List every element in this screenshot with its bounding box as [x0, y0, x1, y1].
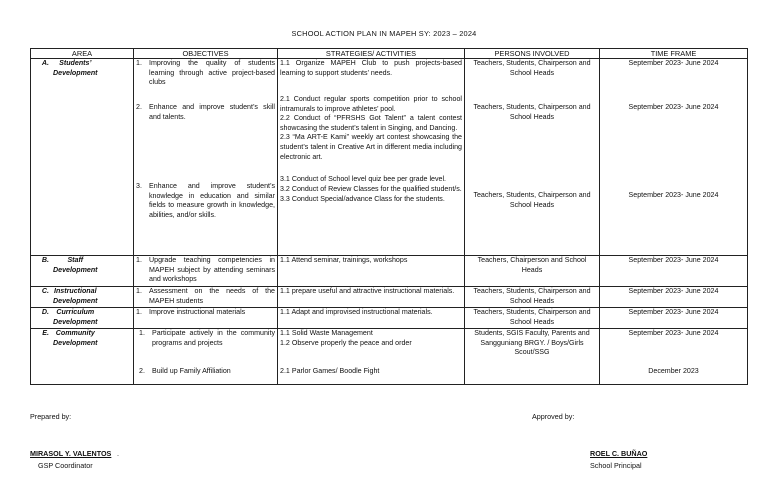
activities-cell: [278, 59, 465, 256]
area-cell: [31, 59, 134, 256]
time-frame-cell: [600, 59, 748, 256]
time-frame-text: September 2023- June 2024: [628, 329, 719, 337]
persons-text: Teachers, Students, Chairperson and School Heads: [473, 103, 591, 121]
objectives-cell: [134, 59, 278, 256]
area-name: Development: [53, 68, 98, 77]
persons-cell: Students, SGIS Faculty, Parents and Sangguniang BRGY. / Boys/Girls Scout/SSG: [465, 329, 600, 385]
area-letter: E.: [42, 329, 49, 337]
header-time-frame: TIME FRAME: [600, 49, 748, 59]
objectives-cell: [134, 256, 278, 287]
area-letter: C.: [41, 287, 49, 295]
area-name: Development: [53, 317, 98, 326]
area-name: Development: [53, 265, 98, 274]
time-frame-text: December 2023: [648, 367, 699, 375]
area-name: Instructional: [53, 287, 97, 295]
objective-item: 3. Enhance and improve student’s knowledge in education and similar fields to measure growth in knowledge, abilities, and/or skills.: [136, 182, 275, 219]
activity-item: 3.1 Conduct of School level quiz bee per grade level.: [280, 175, 447, 184]
prepared-by-label: Prepared by:: [30, 412, 72, 421]
preparer-role: GSP Coordinator: [38, 461, 93, 470]
area-name: Students’: [59, 59, 92, 67]
area-letter: A.: [41, 59, 49, 67]
area-name: Curriculum: [56, 308, 95, 316]
activity-item: 1.1 prepare useful and attractive instructional materials.: [280, 287, 455, 295]
header-strategies: STRATEGIES/ ACTIVITIES: [278, 49, 465, 59]
area-cell: [31, 308, 134, 329]
objectives-cell: [134, 329, 278, 385]
activity-item: 3.2 Conduct of Review Classes for the qualified student/s.: [280, 184, 462, 193]
persons-cell: [465, 59, 600, 256]
approved-by-label: Approved by:: [532, 412, 575, 421]
area-name: Development: [53, 338, 98, 347]
persons-text: Teachers, Students, Chairperson and School Heads: [473, 191, 591, 209]
objective-item: 1. Assessment on the needs of the MAPEH students: [136, 287, 275, 305]
area-cell: [31, 256, 134, 287]
area-name: Staff: [67, 256, 84, 264]
approver-role: School Principal: [590, 461, 642, 470]
area-cell: [31, 287, 134, 308]
header-objectives: OBJECTIVES: [134, 49, 278, 59]
area-name: Community: [55, 329, 95, 337]
preparer-name: MIRASOL Y. VALENTOS: [30, 449, 112, 458]
activities-cell: [278, 329, 465, 385]
time-frame-text: September 2023- June 2024: [628, 191, 719, 199]
persons-cell: Teachers, Students, Chairperson and School Heads: [465, 287, 600, 308]
activities-cell: [278, 308, 465, 329]
objective-item: 1. Improving the quality of students learning through active project-based clubs: [136, 59, 275, 87]
table-row: [31, 308, 748, 329]
activity-item: 2.1 Conduct regular sports competition prior to school intramurals to improve athletes’ pool.: [280, 95, 462, 113]
time-frame-cell: September 2023- June 2024: [600, 308, 748, 329]
header-persons: PERSONS INVOLVED: [465, 49, 600, 59]
preparer-dot: .: [117, 449, 119, 458]
activity-item: 2.1 Parlor Games/ Boodle Fight: [280, 366, 380, 375]
area-cell: [31, 329, 134, 385]
activity-item: 1.2 Observe properly the peace and order: [280, 338, 412, 347]
area-name: Development: [53, 296, 98, 305]
table-row: [31, 329, 748, 385]
objective-item: 1. Upgrade teaching competencies in MAPEH subject by attending seminars and workshops: [136, 256, 275, 284]
header-area: AREA: [31, 49, 134, 59]
activity-item: 2.2 Conduct of “PFRSHS Got Talent” a talent contest showcasing the student’s talent in Singing, and Dancing.: [280, 114, 462, 132]
area-letter: D.: [41, 308, 49, 316]
persons-cell: Teachers, Chairperson and School Heads: [465, 256, 600, 287]
objective-item: 2. Enhance and improve student’s skill and talents.: [136, 103, 275, 121]
objectives-cell: [134, 308, 278, 329]
time-frame-text: September 2023- June 2024: [628, 59, 719, 67]
time-frame-cell: September 2023- June 2024: [600, 256, 748, 287]
time-frame-cell: [600, 329, 748, 385]
objective-item: 1. Participate actively in the community programs and projects: [139, 329, 275, 347]
activity-item: 2.3 “Ma ART-E Kami” weekly art contest showcasing the student’s talent in Creative Art in different media including electronic art.: [280, 133, 462, 161]
action-plan-table: [30, 48, 748, 385]
activity-item: 1.1 Solid Waste Management: [280, 329, 373, 337]
table-row: [31, 59, 748, 256]
activity-item: 1.1 Adapt and improvised instructional materials.: [280, 308, 433, 316]
activity-item: 3.3 Conduct Special/advance Class for the students.: [280, 194, 445, 203]
table-row: [31, 256, 748, 287]
activities-cell: [278, 256, 465, 287]
activity-item: 1.1 Organize MAPEH Club to push projects-based learning to support students’ needs.: [280, 59, 462, 77]
activities-cell: [278, 287, 465, 308]
activity-item: 1.1 Attend seminar, trainings, workshops: [280, 256, 408, 264]
header-row: [31, 49, 748, 59]
persons-text: Teachers, Students, Chairperson and School Heads: [473, 59, 591, 77]
document-title: SCHOOL ACTION PLAN IN MAPEH SY: 2023 – 2024: [291, 29, 477, 38]
approver-name: ROEL C. BUÑAO: [590, 449, 648, 458]
persons-cell: Teachers, Students, Chairperson and School Heads: [465, 308, 600, 329]
objective-item: 1. Improve instructional materials: [136, 308, 246, 316]
objective-item: 2. Build up Family Affiliation: [139, 367, 231, 375]
time-frame-text: September 2023- June 2024: [628, 103, 719, 111]
objectives-cell: [134, 287, 278, 308]
table-row: [31, 287, 748, 308]
time-frame-cell: September 2023- June 2024: [600, 287, 748, 308]
area-letter: B.: [41, 256, 49, 264]
